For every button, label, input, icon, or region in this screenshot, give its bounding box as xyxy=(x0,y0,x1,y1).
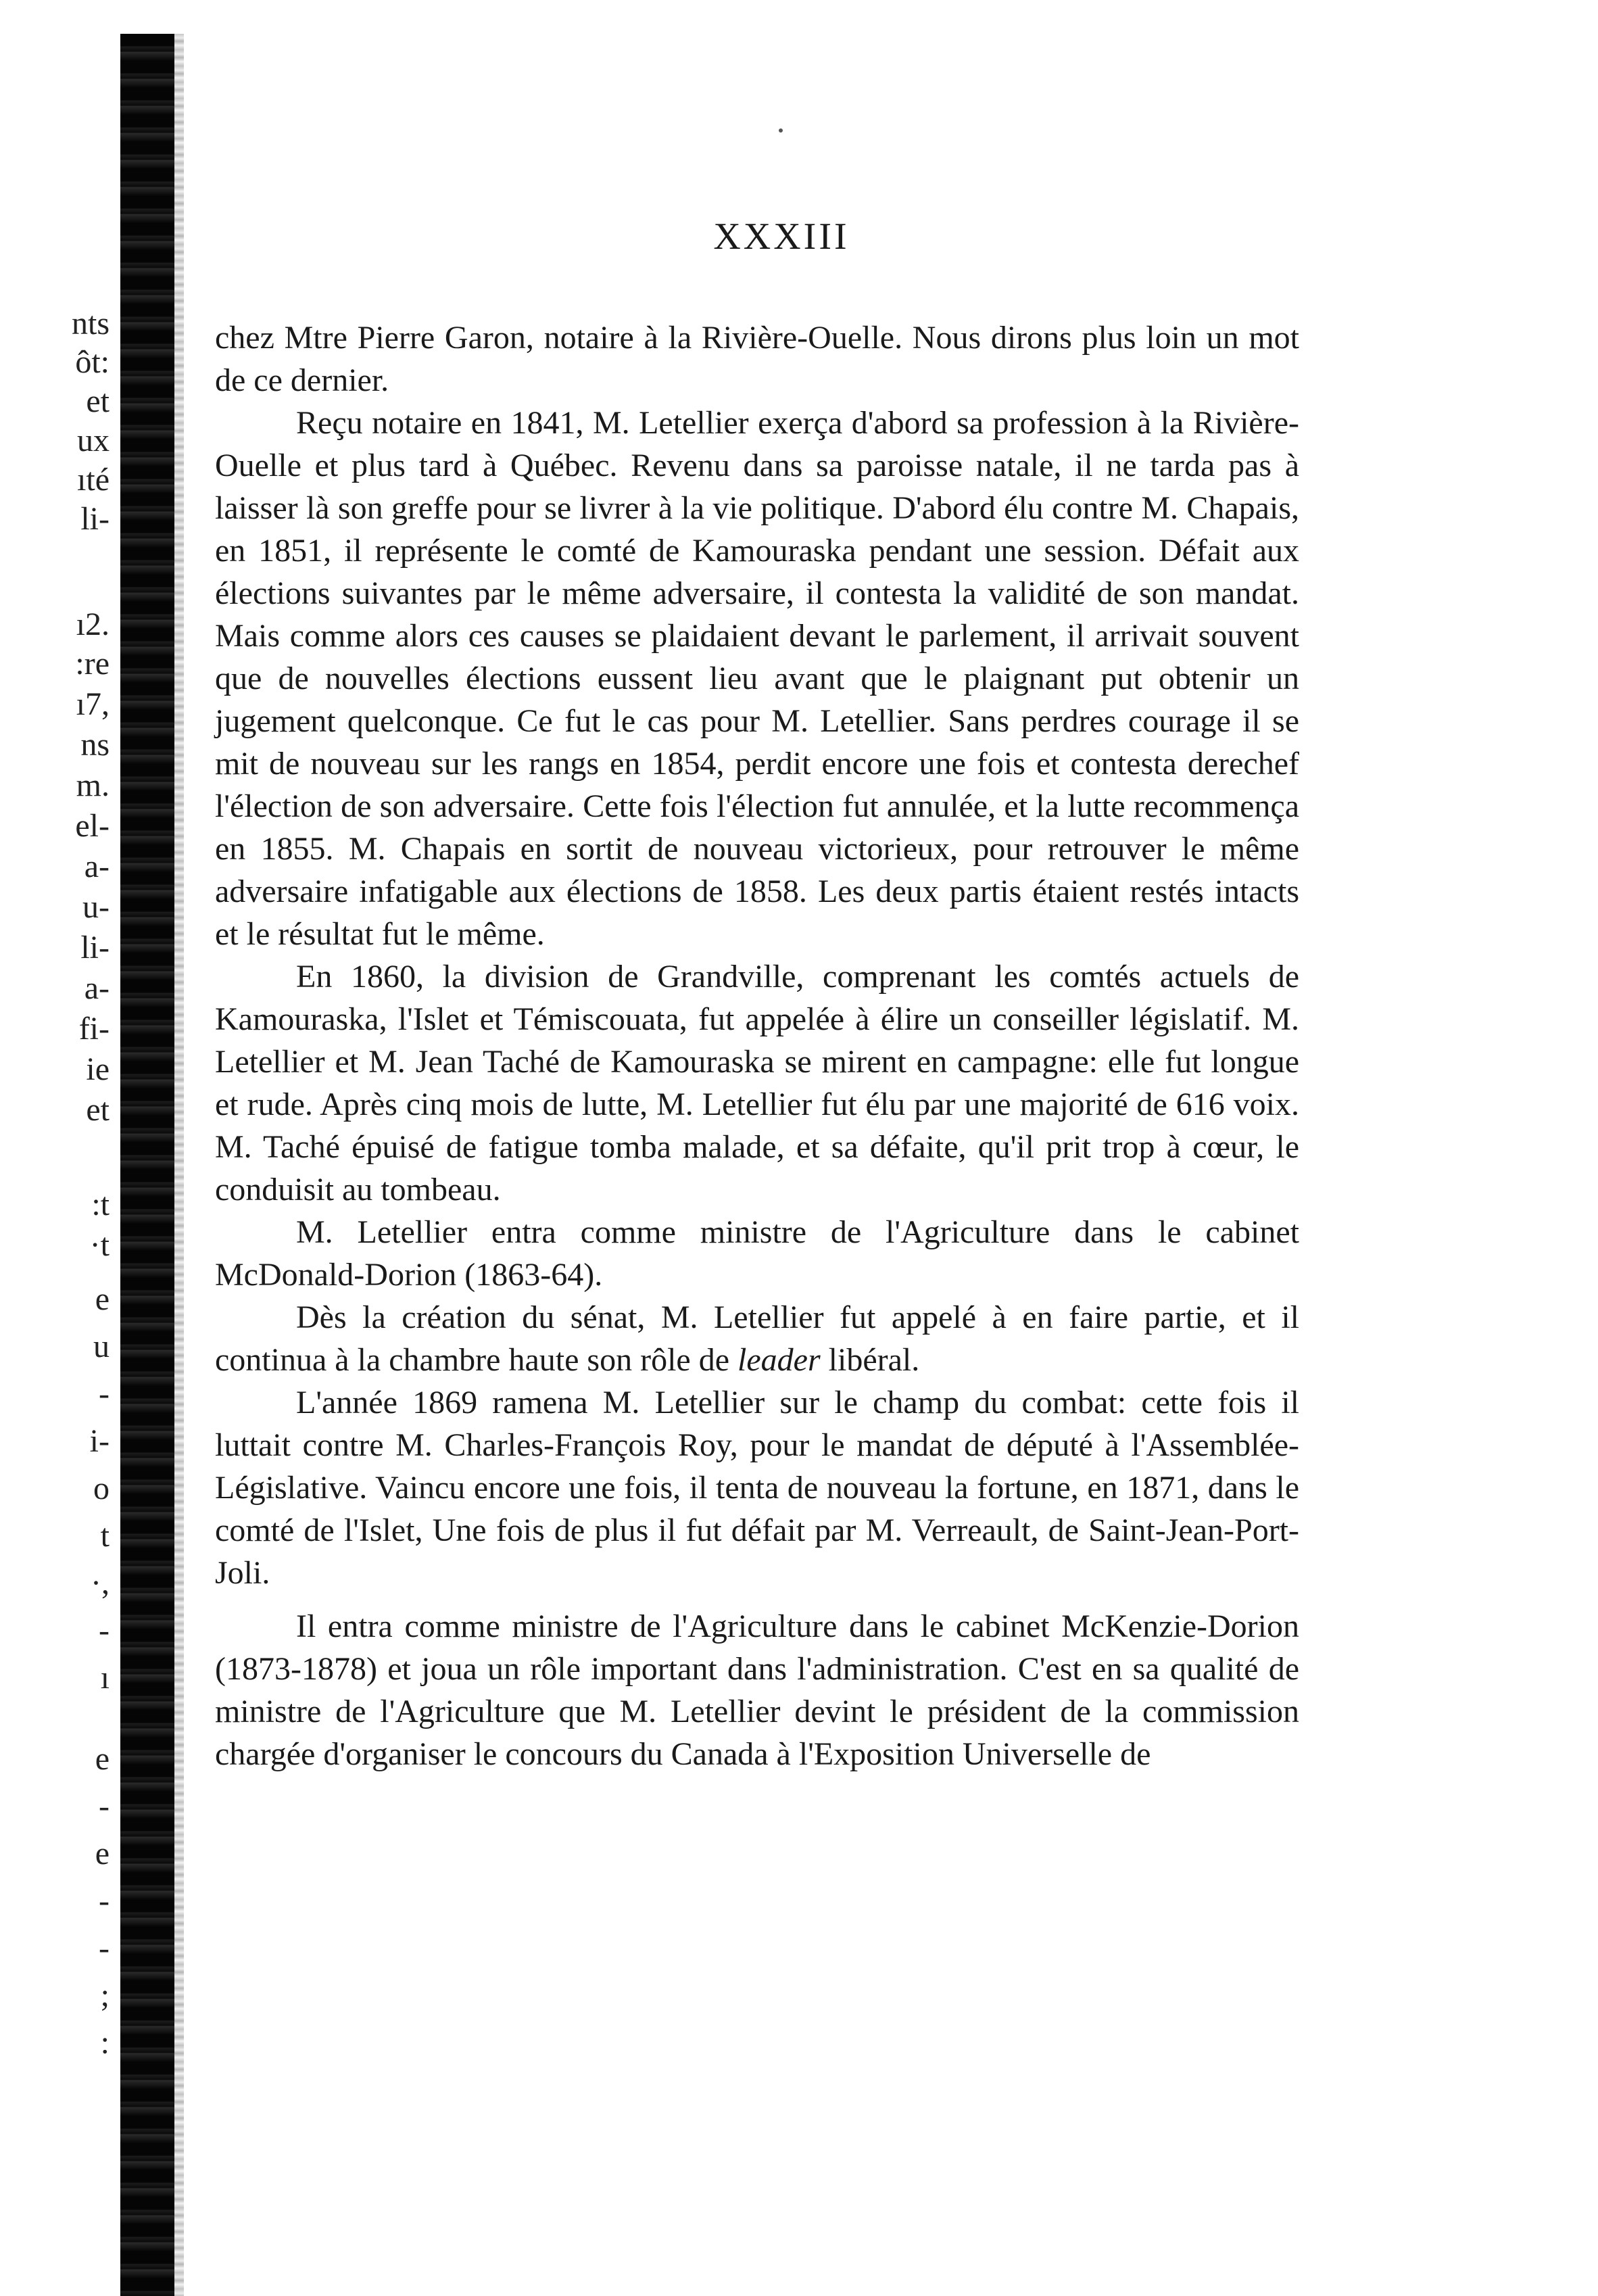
paragraph: Dès la création du sénat, M. Letellier fut appelé à en faire partie, et il continua à la chambre haute son rôle de leader libéral. xyxy=(215,1299,1299,1378)
book-binding-gutter xyxy=(120,34,174,2296)
ink-speck xyxy=(779,128,783,133)
facing-fragment: u xyxy=(93,1329,110,1364)
facing-fragment: i- xyxy=(89,1423,110,1459)
facing-fragment: :re xyxy=(75,646,110,681)
paragraph: Il entra comme ministre de l'Agriculture dans le cabinet McKenzie-Dorion (1873-1878) et joua un rôle important dans l'administration. C'est en sa qualité de ministre de l'Agriculture que M. Letellier devint le président de la commission chargée d'organiser le concours du Canada à l'Exposition Universelle de xyxy=(215,1608,1299,1772)
body-text xyxy=(215,316,1299,1775)
facing-fragment: a- xyxy=(84,848,110,884)
paragraph: chez Mtre Pierre Garon, notaire à la Rivière-Ouelle. Nous dirons plus loin un mot de ce dernier. xyxy=(215,320,1299,398)
paragraph: L'année 1869 ramena M. Letellier sur le champ du combat: cette fois il luttait contre M. Charles-François Roy, pour le mandat de député à l'Assemblée-Législative. Vaincu encore une fois, il tenta de nouveau la fortune, en 1871, dans le comté de l'Islet, Une fois de plus il fut défait par M. Verreault, de Saint-Jean-Port-Joli. xyxy=(215,1385,1299,1591)
facing-fragment: a- xyxy=(84,970,110,1006)
facing-fragment: ·t xyxy=(89,1227,110,1263)
facing-fragment: t xyxy=(100,1518,110,1554)
facing-fragment: ·, xyxy=(91,1565,110,1601)
facing-fragment: ı7, xyxy=(76,686,110,722)
facing-fragment: ıté xyxy=(77,462,110,498)
facing-fragment: el- xyxy=(75,808,110,844)
facing-fragment: - xyxy=(99,1376,110,1412)
facing-fragment: ux xyxy=(77,423,110,458)
facing-fragment: u- xyxy=(82,889,110,925)
facing-fragment: ôt: xyxy=(75,344,110,380)
page-number-roman: XXXIII xyxy=(713,216,850,258)
facing-fragment: et xyxy=(86,383,110,419)
facing-fragment: li- xyxy=(80,930,110,965)
facing-fragment: nts xyxy=(71,306,110,341)
facing-fragment: ns xyxy=(80,727,110,763)
facing-page-margin xyxy=(0,0,120,2296)
facing-fragment: fi- xyxy=(78,1011,110,1047)
paragraph: En 1860, la division de Grandville, comprenant les comtés actuels de Kamouraska, l'Islet et Témiscouata, fut appelée à élire un conseiller législatif. M. Letellier et M. Jean Taché de Kamouraska se mirent en campagne: elle fut longue et rude. Après cinq mois de lutte, M. Letellier fut élu par une majorité de 616 voix. M. Taché épuisé de fatigue tomba malade, et sa défaite, qu'il prit trop à cœur, le conduisit au tombeau. xyxy=(215,959,1299,1207)
facing-fragment: - xyxy=(99,1930,110,1966)
italic-word: leader xyxy=(737,1342,821,1378)
facing-fragment: : xyxy=(100,2025,110,2061)
facing-fragment: e xyxy=(95,1281,110,1317)
facing-fragment: li- xyxy=(80,501,110,537)
facing-fragment: et xyxy=(86,1092,110,1128)
facing-fragment: m. xyxy=(76,767,110,803)
facing-fragment: - xyxy=(99,1883,110,1919)
facing-fragment: ; xyxy=(100,1978,110,2013)
facing-fragment: ie xyxy=(86,1051,110,1087)
facing-fragment: :t xyxy=(91,1187,110,1222)
facing-fragment: e xyxy=(95,1836,110,1871)
facing-fragment: - xyxy=(99,1788,110,1824)
facing-fragment: o xyxy=(93,1470,110,1506)
paragraph: Reçu notaire en 1841, M. Letellier exerça d'abord sa profession à la Rivière-Ouelle et plus tard à Québec. Revenu dans sa paroisse natale, il ne tarda pas à laisser là son greffe pour se livrer à la vie politique. D'abord élu contre M. Chapais, en 1851, il représente le comté de Kamouraska pendant une session. Défait aux élections suivantes par le même adversaire, il contesta la validité de son mandat. Mais comme alors ces causes se plaidaient devant le parlement, il arrivait souvent que de nouvelles élections eussent lieu avant que le plaignant put obtenir un jugement quelconque. Ce fut le cas pour M. Letellier. Sans perdres courage il se mit de nouveau sur les rangs en 1854, perdit encore une fois et contesta derechef l'élection de son adversaire. Cette fois l'élection fut annulée, et la lutte recommença en 1855. M. Chapais en sortit de nouveau victorieux, pour retrouver le même adversaire infatigable aux élections de 1858. Les deux partis étaient restés intacts et le résultat fut le même. xyxy=(215,405,1299,952)
facing-fragment: ı2. xyxy=(76,606,110,642)
facing-fragment: - xyxy=(99,1612,110,1648)
paragraph: M. Letellier entra comme ministre de l'Agriculture dans le cabinet McDonald-Dorion (1863-64). xyxy=(215,1214,1299,1293)
facing-fragment: e xyxy=(95,1741,110,1777)
facing-fragment: ı xyxy=(100,1660,110,1696)
